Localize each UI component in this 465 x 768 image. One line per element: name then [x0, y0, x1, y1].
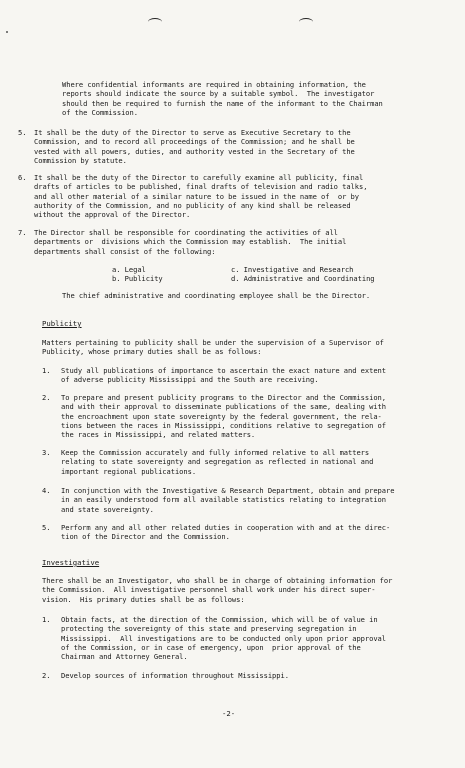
item-number: 5. [18, 128, 27, 137]
publicity-item-number: 2. [42, 393, 51, 402]
publicity-item-number: 4. [42, 486, 51, 495]
scan-mark [299, 18, 313, 26]
publicity-item-text: Study all publications of importance to ascertain the exact nature and extent of adverse publicity Mississippi and the South are receiving. [61, 366, 387, 385]
departments-col-1: a. Legal b. Publicity [112, 265, 163, 284]
item-number: 6. [18, 173, 27, 182]
section-heading-investigative: Investigative [42, 558, 100, 567]
intro-paragraph: Where confidential informants are required in obtaining information, the reports should indicate the source by a suitable symbol. The investigator should then be required to furnish the name of the informant to the Chairman of the Commission. [62, 80, 383, 117]
item-text: It shall be the duty of the Director to serve as Executive Secretary to the Commission, and to record all proceedings of the Commission; and he shall be vested with all powers, duties, and authority vested in the Secretary of the Commission by statute. [34, 128, 355, 165]
section-heading-publicity: Publicity [42, 319, 82, 328]
publicity-item-number: 5. [42, 523, 51, 532]
publicity-item-number: 1. [42, 366, 51, 375]
investigative-intro: There shall be an Investigator, who shall be in charge of obtaining information for the Commission. All investigative personnel shall work under his direct super- vision. His primary duties shall be as follows: [42, 576, 393, 604]
investigative-item-text: Develop sources of information throughout Mississippi. [61, 671, 289, 680]
investigative-item-text: Obtain facts, at the direction of the Commission, which will be of value in protecting the sovereignty of this state and preserving segregation in Mississippi. All investigations are to be conducted only upon prior approval of the Commission, or in case of emergency, upon prior approval of the Chairman and Attorney General. [61, 615, 387, 662]
investigative-item-number: 1. [42, 615, 51, 624]
chief-employee-line: The chief administrative and coordinating employee shall be the Director. [62, 291, 371, 300]
item-number: 7. [18, 228, 27, 237]
scan-speck [6, 31, 8, 33]
investigative-item-number: 2. [42, 671, 51, 680]
scan-mark [148, 18, 162, 26]
publicity-item-text: Keep the Commission accurately and fully informed relative to all matters relating to state sovereignty and segregation as reflected in national and important regional publications. [61, 448, 374, 476]
item-text: It shall be the duty of the Director to carefully examine all publicity, final drafts of articles to be published, final drafts of television and radio talks, and all other material of a similar nature to be issued in the name of or by authority of the Commission, and no publicity of any kind shall be released without the approval of the Director. [34, 173, 368, 220]
departments-col-2: c. Investigative and Research d. Administrative and Coordinating [231, 265, 375, 284]
publicity-item-text: To prepare and present publicity programs to the Director and the Commission, and with their approval to disseminate publications of the same, dealing with the encroachment upon state sovereignty by the federal government, the rela- tions between the races in Mississippi, conditions relative to segregation of the races in Mississippi, and related matters. [61, 393, 387, 440]
page-number: -2- [222, 709, 236, 718]
item-text: The Director shall be responsible for coordinating the activities of all departments or divisions which the Commission may establish. The initial departments shall consist of the following: [34, 228, 347, 256]
publicity-item-text: In conjunction with the Investigative & Research Department, obtain and prepare in an easily understood form all available statistics relating to integration and state sovereignty. [61, 486, 395, 514]
publicity-item-text: Perform any and all other related duties in cooperation with and at the direc- tion of the Director and the Commission. [61, 523, 391, 542]
publicity-item-number: 3. [42, 448, 51, 457]
publicity-intro: Matters pertaining to publicity shall be under the supervision of a Supervisor of Publicity, whose primary duties shall be as follows: [42, 338, 384, 357]
